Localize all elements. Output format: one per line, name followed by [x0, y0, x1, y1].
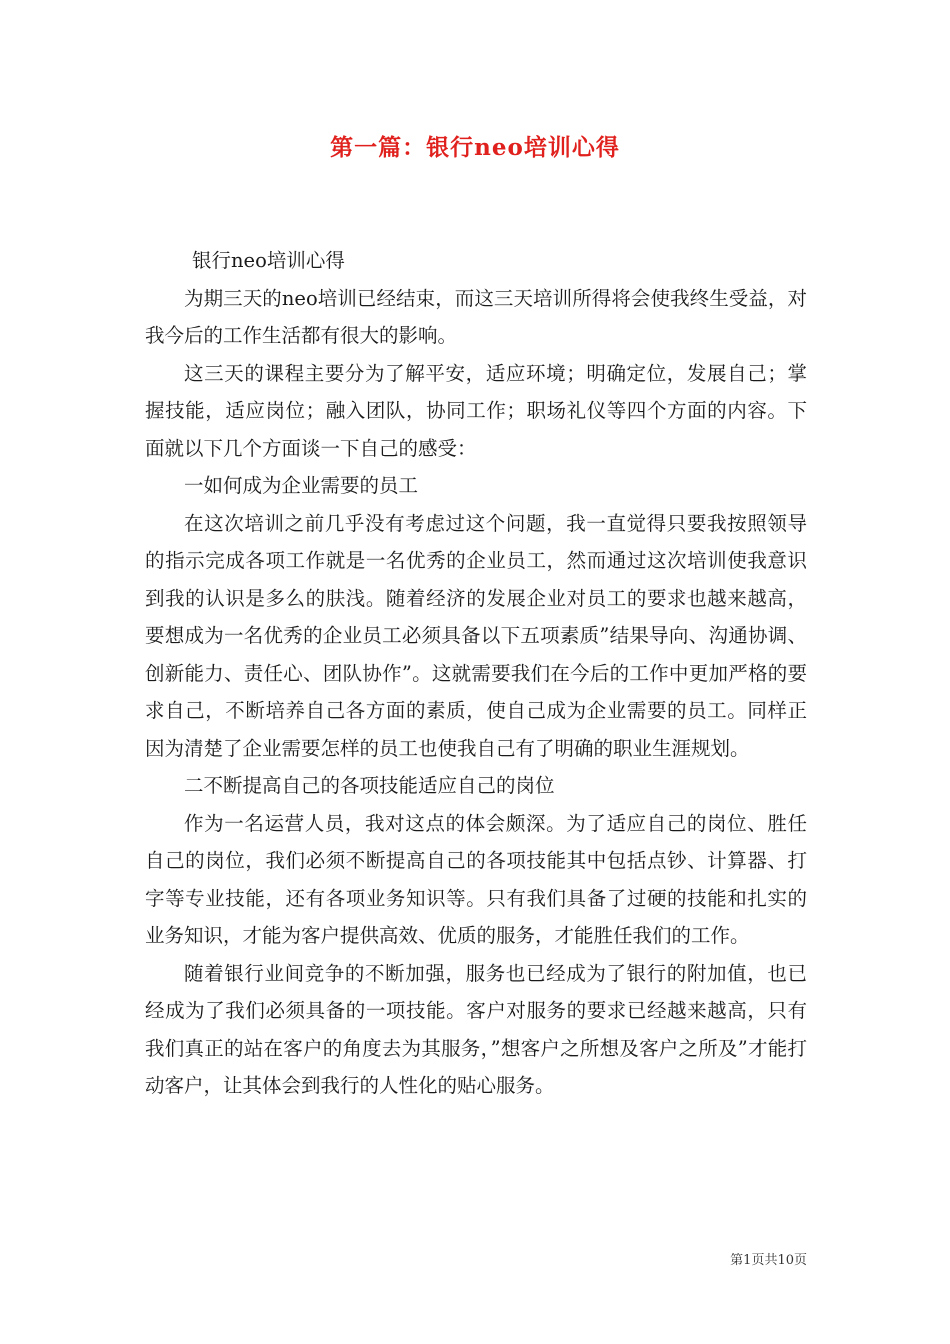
document-body [145, 242, 807, 1105]
paragraph: 这三天的课程主要分为了解平安，适应环境；明确定位，发展自己；掌握技能，适应岗位；融入团队，协同工作；职场礼仪等四个方面的内容。下面就以下几个方面谈一下自己的感受： [145, 361, 807, 460]
paragraph: 为期三天的neo培训已经结束，而这三天培训所得将会使我终生受益，对我今后的工作生活都有很大的影响。 [145, 286, 807, 347]
section-heading: 一如何成为企业需要的员工 [184, 474, 419, 497]
paragraph: 随着银行业间竞争的不断加强，服务也已经成为了银行的附加值，也已经成为了我们必须具备的一项技能。客户对服务的要求已经越来越高，只有我们真正的站在客户的角度去为其服务，”想客户之所想及客户之所及”才能打动客户，让其体会到我行的人性化的贴心服务。 [145, 961, 807, 1097]
paragraph: 在这次培训之前几乎没有考虑过这个问题，我一直觉得只要我按照领导的指示完成各项工作就是一名优秀的企业员工，然而通过这次培训使我意识到我的认识是多么的肤浅。随着经济的发展企业对员工的要求也越来越高，要想成为一名优秀的企业员工必须具备以下五项素质”结果导向、沟通协调、创新能力、责任心、团队协作”。这就需要我们在今后的工作中更加严格的要求自己，不断培养自己各方面的素质，使自己成为企业需要的员工。同样正因为清楚了企业需要怎样的员工也使我自己有了明确的职业生涯规划。 [145, 511, 807, 760]
document-title: 第一篇：银行neo培训心得 [330, 134, 620, 161]
page-number-footer: 第1页共10页 [730, 1253, 807, 1268]
document-subtitle: 银行neo培训心得 [192, 249, 345, 272]
section-heading: 二不断提高自己的各项技能适应自己的岗位 [184, 774, 555, 797]
paragraph: 作为一名运营人员，我对这点的体会颇深。为了适应自己的岗位、胜任自己的岗位，我们必须不断提高自己的各项技能其中包括点钞、计算器、打字等专业技能，还有各项业务知识等。只有我们具备了过硬的技能和扎实的业务知识，才能为客户提供高效、优质的服务，才能胜任我们的工作。 [145, 811, 807, 947]
